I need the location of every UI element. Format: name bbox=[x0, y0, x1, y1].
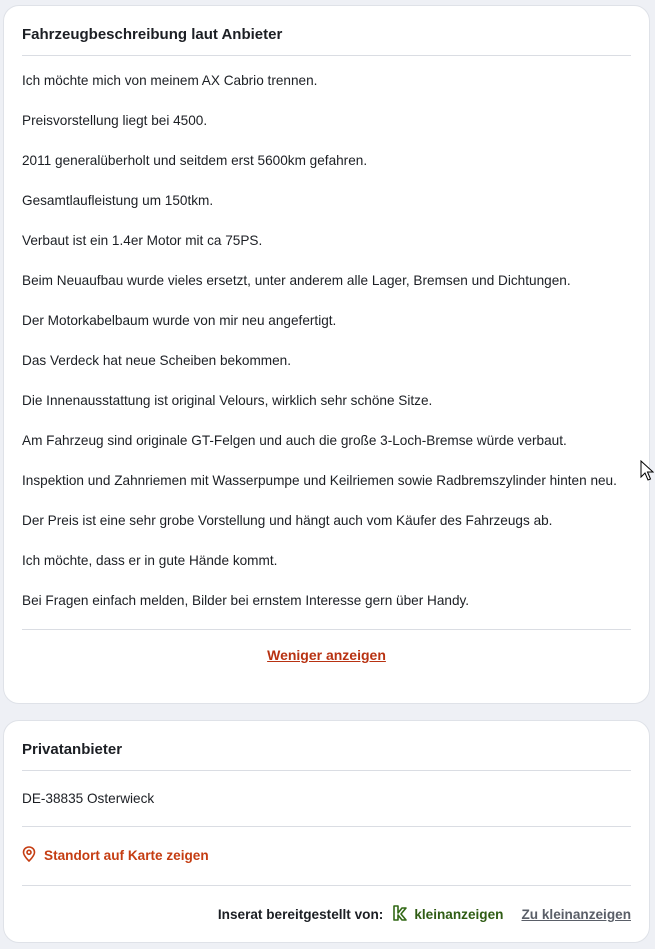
mouse-cursor-icon bbox=[640, 460, 654, 482]
description-line: Gesamtlaufleistung um 150tkm. bbox=[22, 193, 214, 208]
map-row bbox=[22, 827, 631, 886]
provided-by-label: Inserat bereitgestellt von: bbox=[217, 907, 384, 922]
kleinanzeigen-logo-icon bbox=[391, 904, 409, 925]
description-line: Der Preis ist eine sehr grobe Vorstellung und hängt auch vom Käufer des Fahrzeugs ab. bbox=[22, 513, 553, 528]
description-line: Am Fahrzeug sind originale GT-Felgen und auch die große 3-Loch-Bremse würde verbaut. bbox=[22, 433, 567, 448]
show-on-map-link[interactable] bbox=[22, 846, 209, 865]
show-on-map-label: Standort auf Karte zeigen bbox=[44, 848, 209, 863]
description-line: Die Innenausstattung ist original Velours, wirklich sehr schöne Sitze. bbox=[22, 393, 433, 408]
description-body bbox=[22, 56, 631, 611]
to-kleinanzeigen-link[interactable]: Zu kleinanzeigen bbox=[521, 907, 631, 922]
vehicle-description-card bbox=[3, 5, 650, 704]
description-line: Ich möchte mich von meinem AX Cabrio trennen. bbox=[22, 73, 318, 88]
brand-name: kleinanzeigen bbox=[414, 907, 504, 922]
description-title: Fahrzeugbeschreibung laut Anbieter bbox=[22, 6, 631, 56]
description-line: Beim Neuaufbau wurde vieles ersetzt, unter anderem alle Lager, Bremsen und Dichtungen. bbox=[22, 273, 571, 288]
description-line: 2011 generalüberholt und seitdem erst 5600km gefahren. bbox=[22, 153, 368, 168]
location-pin-icon bbox=[22, 846, 36, 865]
show-less-link[interactable]: Weniger anzeigen bbox=[267, 647, 386, 663]
description-line: Das Verdeck hat neue Scheiben bekommen. bbox=[22, 353, 292, 368]
seller-card bbox=[3, 720, 650, 943]
brand bbox=[391, 904, 503, 925]
provider-row bbox=[22, 886, 631, 925]
description-line: Inspektion und Zahnriemen mit Wasserpumpe und Keilriemen sowie Radbremszylinder hinten neu. bbox=[22, 473, 617, 488]
seller-location: DE-38835 Osterwieck bbox=[22, 771, 631, 827]
description-line: Preisvorstellung liegt bei 4500. bbox=[22, 113, 208, 128]
description-footer bbox=[22, 629, 631, 665]
description-line: Ich möchte, dass er in gute Hände kommt. bbox=[22, 553, 278, 568]
seller-title: Privatanbieter bbox=[22, 721, 631, 771]
description-line: Verbaut ist ein 1.4er Motor mit ca 75PS. bbox=[22, 233, 263, 248]
description-line: Der Motorkabelbaum wurde von mir neu angefertigt. bbox=[22, 313, 337, 328]
description-line: Bei Fragen einfach melden, Bilder bei ernstem Interesse gern über Handy. bbox=[22, 593, 470, 608]
